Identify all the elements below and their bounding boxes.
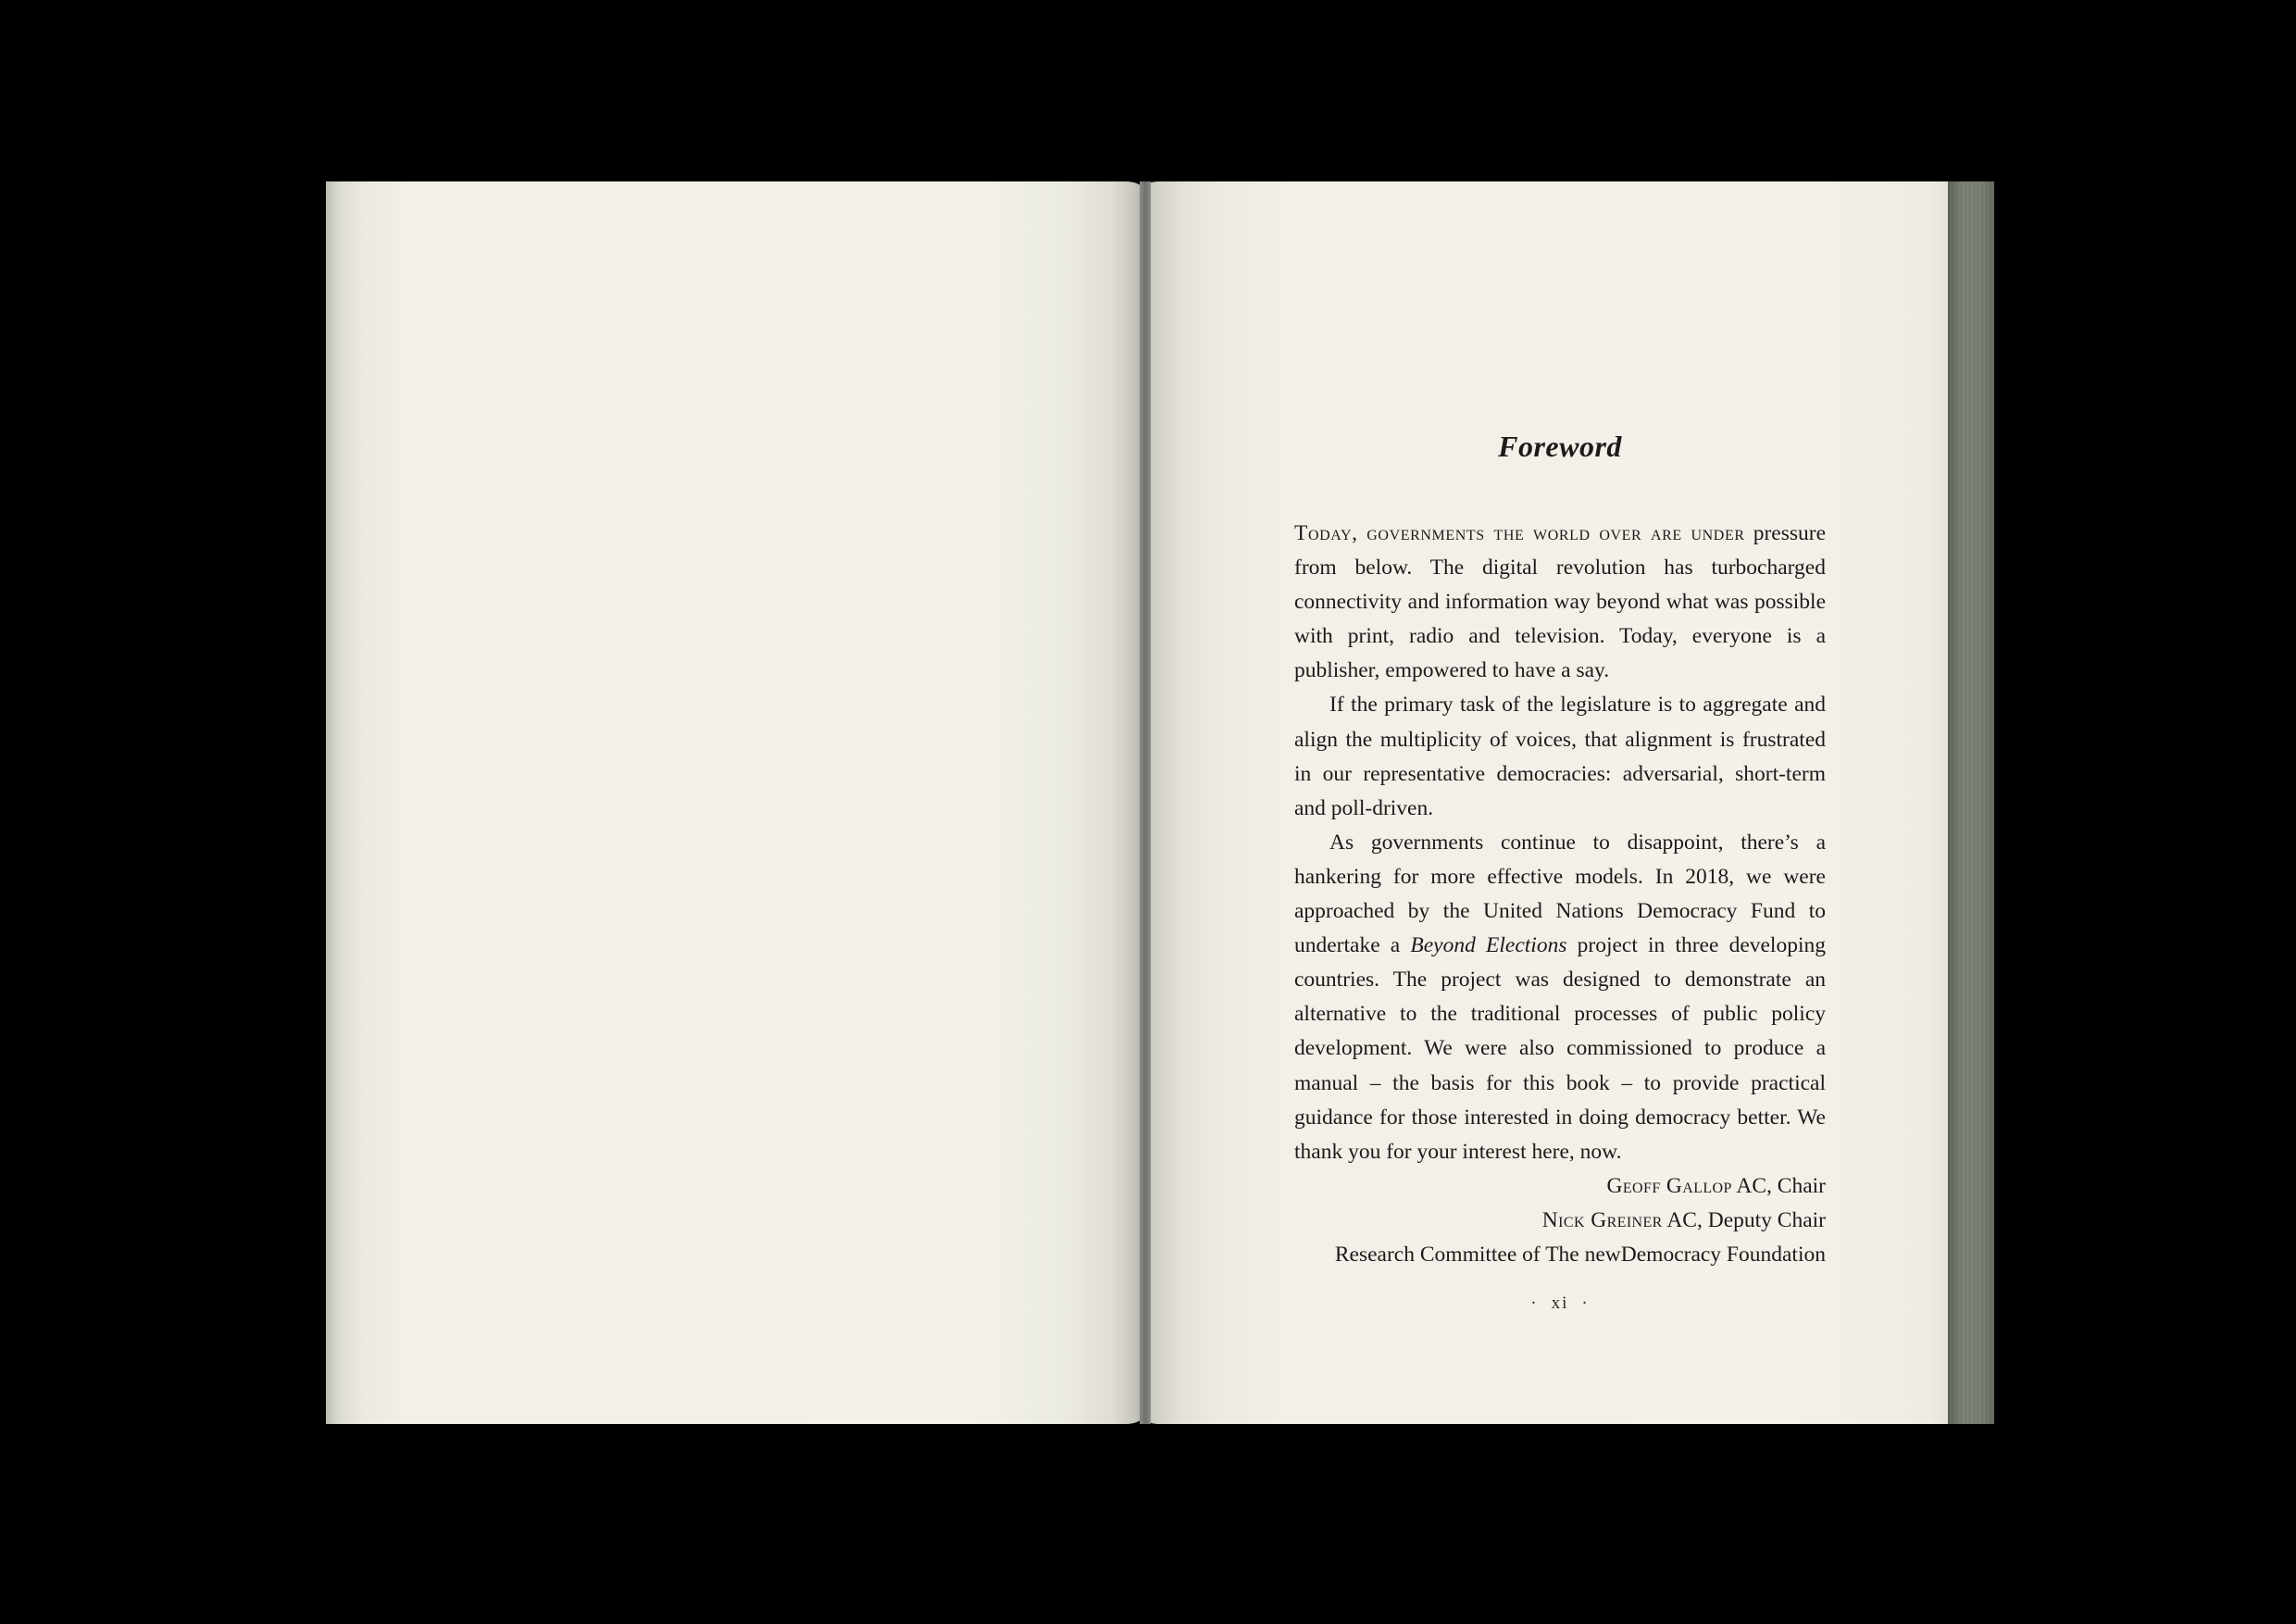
left-page-blank bbox=[326, 181, 1142, 1424]
page-block-edge bbox=[1948, 181, 1994, 1424]
paragraph-1-lead: Today, governments the world over are under bbox=[1294, 521, 1745, 545]
signatory-title: AC, Chair bbox=[1731, 1173, 1826, 1198]
signature-line-1 bbox=[1294, 1169, 1826, 1204]
paragraph-3-body-start: As governments continue to disappoint, there’s a hankering for more effective models. In 2018, we were approached by the United Nations Democracy Fund to undertake a bbox=[1294, 830, 1826, 958]
signatory-name: Geoff Gallop bbox=[1606, 1173, 1732, 1198]
paragraph-2: If the primary task of the legislature is to aggregate and align the multiplicity of voices, that alignment is frustrated in our representative democracies: adversarial, short-term and poll-driven. bbox=[1294, 693, 1826, 820]
paragraph-3-body-end: project in three developing countries. The project was designed to demonstrate an alternative to the traditional processes of public policy development. We were also commissioned to produce a manual – the basis for this book – to provide practical guidance for those interested in doing democracy better. We thank you for your interest here, now. bbox=[1294, 933, 1826, 1164]
folio-number: xi bbox=[1551, 1293, 1569, 1313]
paragraph-1 bbox=[1294, 517, 1826, 688]
page-number bbox=[1294, 1293, 1826, 1314]
page-title: Foreword bbox=[1498, 430, 1622, 463]
paragraph-1-body: pressure from below. The digital revolution has turbocharged connectivity and information way beyond what was possible with print, radio and television. Today, everyone is a publisher, empowered to have a say. bbox=[1294, 521, 1826, 683]
book-gutter bbox=[1140, 181, 1151, 1424]
foreword-text-block bbox=[1294, 426, 1826, 1272]
paragraph-3 bbox=[1294, 826, 1826, 1169]
folio-dot-right: · bbox=[1581, 1293, 1590, 1313]
signatory-title: AC, Deputy Chair bbox=[1662, 1207, 1826, 1232]
affiliation-line: Research Committee of The newDemocracy Foundation bbox=[1334, 1242, 1826, 1267]
folio-dot-left: · bbox=[1530, 1293, 1539, 1313]
signatory-name: Nick Greiner bbox=[1541, 1207, 1663, 1232]
book-title-italic: Beyond Elections bbox=[1410, 933, 1567, 958]
signature-line-2 bbox=[1294, 1204, 1826, 1238]
